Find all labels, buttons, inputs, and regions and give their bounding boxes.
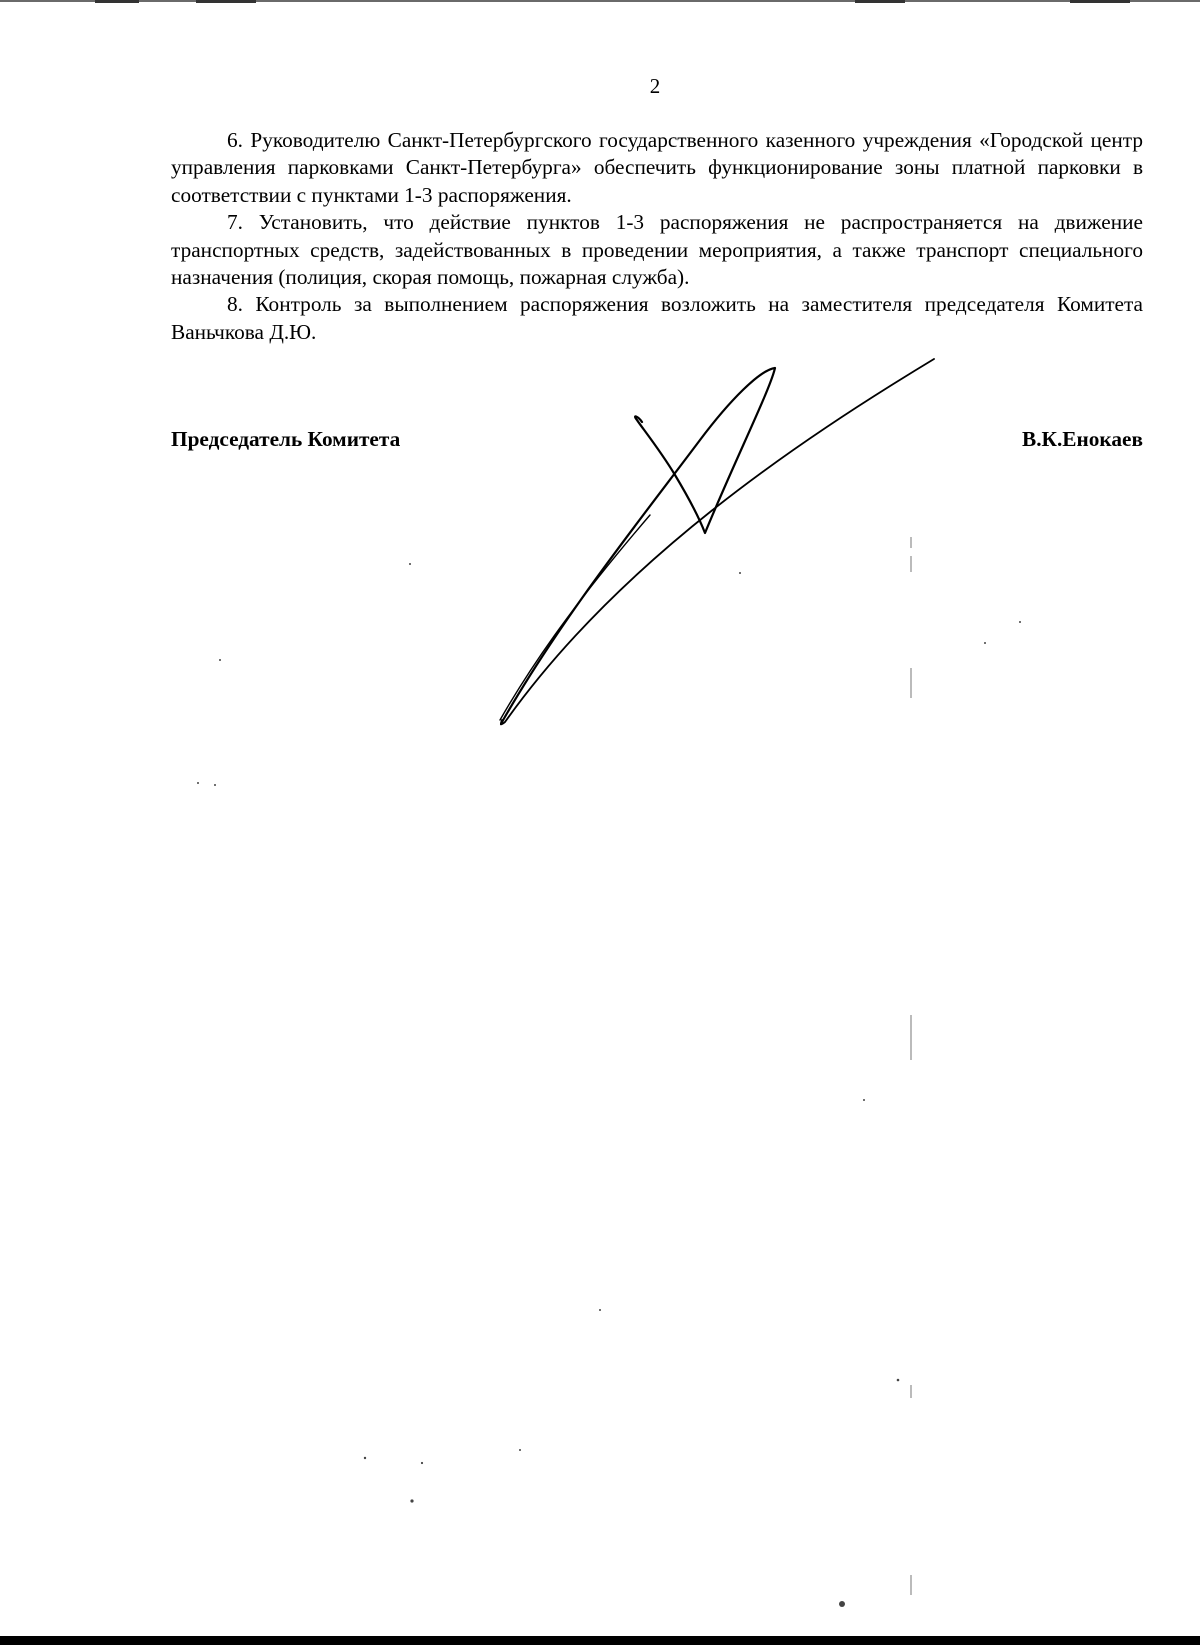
scan-edge-mark (855, 0, 905, 3)
scan-edge-mark (95, 0, 139, 3)
scan-bottom-edge (0, 1636, 1200, 1645)
document-body (171, 127, 1143, 346)
paragraph-7: 7. Установить, что действие пунктов 1-3 распоряжения не распространяется на движение транспортных средств, задействованных в проведении мероприятия, а также транспорт специального назначения (полиция, скорая помощь, пожарная служба). (171, 210, 1143, 290)
signer-name: В.К.Енокаев (1022, 427, 1143, 451)
scan-edge-mark (196, 0, 256, 3)
signer-position: Председатель Комитета (171, 427, 401, 451)
scan-edge-mark (1070, 0, 1130, 3)
scan-top-edge (0, 0, 1200, 2)
paragraph-8: 8. Контроль за выполнением распоряжения возложить на заместителя председателя Комитета Ваньчкова Д.Ю. (171, 292, 1143, 344)
page-number: 2 (649, 74, 661, 98)
paragraph-6: 6. Руководителю Санкт-Петербургского государственного казенного учреждения «Городской центр управления парковками Санкт-Петербурга» обеспечить функционирование зоны платной парковки в соответствии с пунктами 1-3 распоряжения. (171, 128, 1143, 207)
signature-block (171, 424, 1143, 454)
